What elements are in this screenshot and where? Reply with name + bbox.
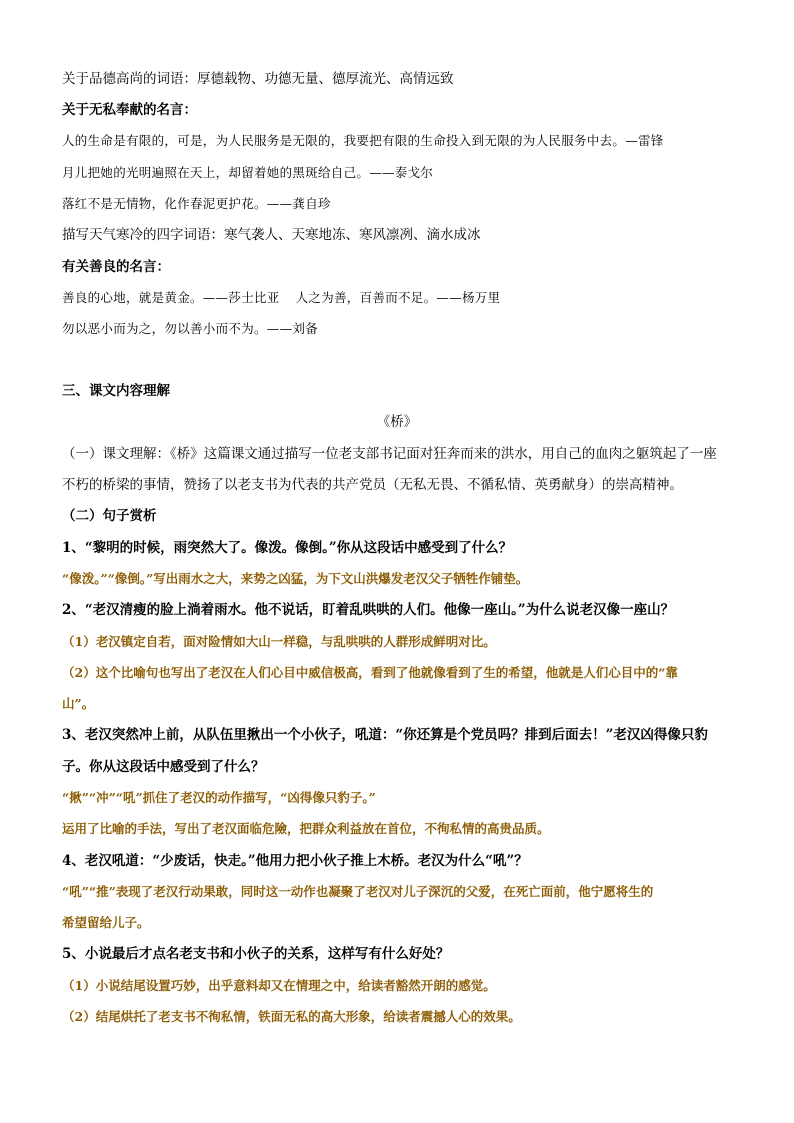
question-2: 2、“老汉清瘦的脸上淌着雨水。他不说话，盯着乱哄哄的人们。他像一座山。”为什么说老汉像一座山？ [62, 602, 675, 618]
answer-4-line-2: 希望留给儿子。 [62, 915, 150, 930]
question-3-line-2: 子。你从这段话中感受到了什么？ [62, 759, 265, 775]
quote-lei-feng: 人的生命是有限的，可是，为人民服务是无限的，我要把有限的生命投入到无限的为人民服务中去。—雷锋 [62, 133, 664, 148]
answer-3-line-2: 运用了比喻的手法，写出了老汉面临危險，把群众利益放在首位，不徇私情的高贵品质。 [62, 821, 550, 836]
sentence-analysis-heading: （二）句子赏析 [62, 508, 157, 524]
answer-5-part-2: （2）结尾烘托了老支书不徇私情，铁面无私的高大形象，给读者震撼人心的效果。 [62, 1009, 521, 1024]
answer-4-line-1: “吼”“推”表现了老汉行动果敢，同时这一动作也凝聚了老汉对儿子深沉的父爱，在死亡面前，他宁愿将生的 [62, 884, 654, 899]
lesson-title: 《桥》 [376, 414, 418, 430]
question-4: 4、老汉吼道：“少废话，快走。”他用力把小伙子推上木桥。老汉为什么“吼”？ [62, 853, 528, 869]
question-3-line-1: 3、老汉突然冲上前，从队伍里揪出一个小伙子，吼道：“你还算是个党员吗？排到后面去！”老汉凶得像只豹 [62, 727, 708, 743]
section-heading: 三、课文内容理解 [62, 383, 170, 399]
question-1: 1、“黎明的时候，雨突然大了。像泼。像倒。”你从这段话中感受到了什么？ [62, 540, 513, 556]
answer-2-part-2-line-2: 山”。 [62, 696, 95, 711]
answer-1: “像泼。”“像倒。”写出雨水之大，来势之凶猛，为下文山洪爆发老汉父子牺牲作铺垫。 [62, 571, 529, 586]
quote-shakespeare: 善良的心地，就是黄金。——莎士比亚 [62, 290, 280, 305]
answer-2-part-2-line-1: （2）这个比喻句也写出了老汉在人们心目中威信极高，看到了他就像看到了生的希望，他就是人们心目中的“靠 [62, 665, 678, 680]
understanding-line-1: （一）课文理解：《桥》这篇课文通过描写一位老支部书记面对狂奔而来的洪水，用自己的血肉之躯筑起了一座 [62, 446, 717, 462]
quote-tagore: 月儿把她的光明遍照在天上，却留着她的黑斑给自己。——泰戈尔 [62, 165, 434, 180]
quote-gong-zizhen: 落红不是无情物，化作春泥更护花。——龚自珍 [62, 196, 331, 211]
answer-2-part-1: （1）老汉镇定自若，面对险情如大山一样稳，与乱哄哄的人群形成鲜明对比。 [62, 634, 496, 649]
understanding-line-2: 不朽的桥梁的事情，赞扬了以老支书为代表的共产党员（无私无畏、不循私情、英勇献身）的崇高精神。 [62, 477, 683, 493]
kindness-quotes-heading: 有关善良的名言： [62, 259, 170, 275]
selfless-quotes-heading: 关于无私奉献的名言： [62, 102, 197, 118]
kindness-quotes-row [62, 289, 500, 307]
answer-3-line-1: “揪”“冲”“吼”抓住了老汉的动作描写，“凶得像只豹子。” [62, 790, 376, 805]
cold-weather-words-line: 描写天气寒冷的四字词语：寒气袭人、天寒地冻、寒风凛冽、滴水成冰 [62, 227, 481, 243]
quote-liu-bei: 勿以恶小而为之，勿以善小而不为。——刘备 [62, 321, 319, 336]
virtue-words-line: 关于品德高尚的词语：厚德载物、功德无量、德厚流光、高情远致 [62, 71, 454, 87]
answer-5-part-1: （1）小说结尾设置巧妙，出乎意料却又在情理之中，给读者豁然开朗的感觉。 [62, 978, 496, 993]
quote-yang-wanli: 人之为善，百善而不足。——杨万里 [295, 290, 501, 305]
question-5: 5、小说最后才点名老支书和小伙子的关系，这样写有什么好处？ [62, 946, 450, 962]
